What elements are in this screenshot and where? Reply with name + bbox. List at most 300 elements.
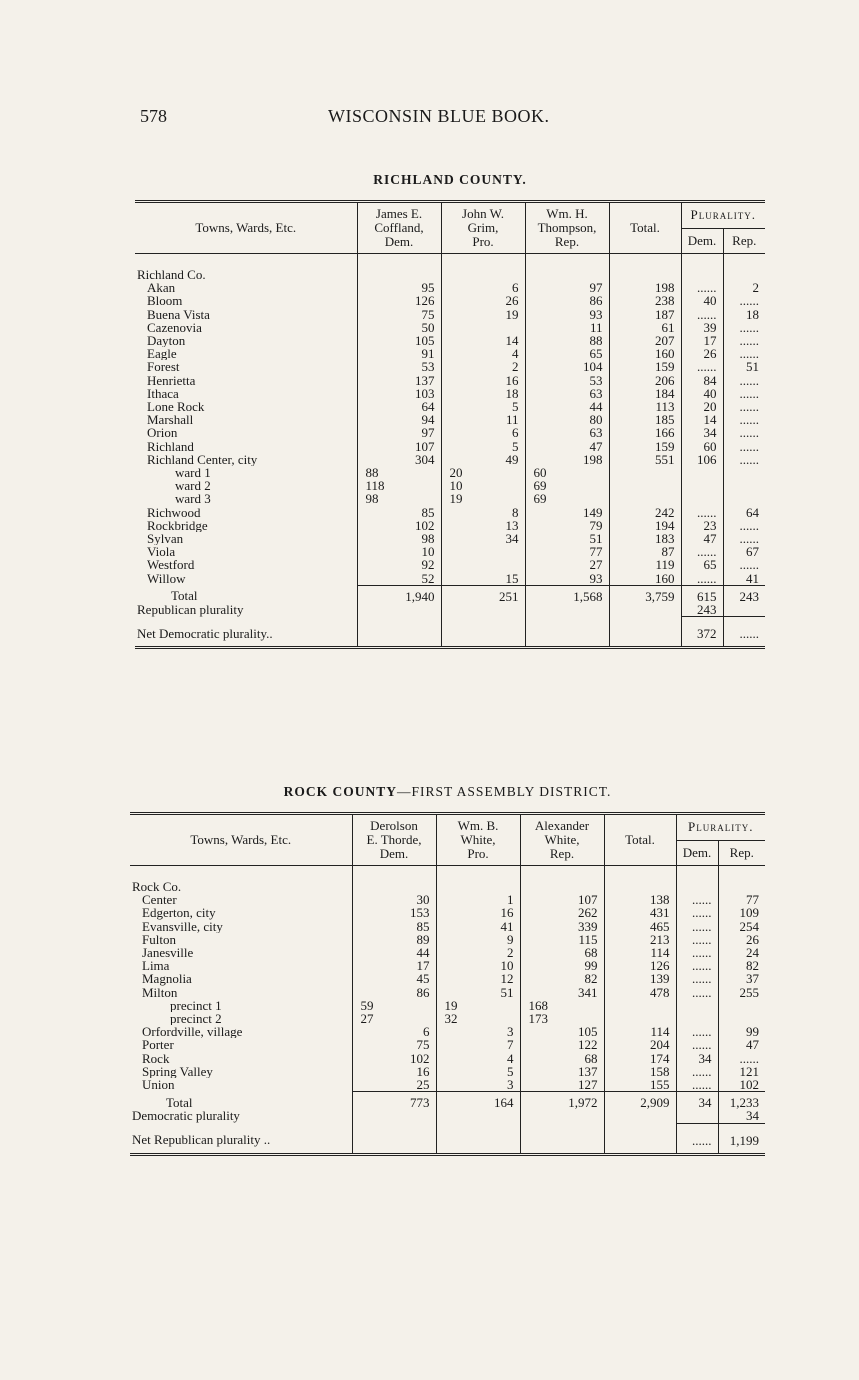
value-rep: 254	[718, 920, 765, 933]
value-c1: 16	[352, 1065, 436, 1078]
row-label: Magnolia	[142, 972, 192, 986]
value-total: 204	[604, 1038, 676, 1051]
candidate-header	[357, 202, 441, 254]
empty-cell	[357, 254, 441, 282]
value-dem: ......	[676, 933, 718, 946]
empty-cell	[436, 866, 520, 894]
value-rep: ......	[723, 387, 765, 400]
value-total: 3,759	[609, 585, 681, 603]
sub-row	[135, 492, 765, 505]
value-total	[609, 603, 681, 617]
value-rep: ......	[723, 347, 765, 360]
candidate-header-line: Thompson,	[537, 220, 597, 235]
value-c3: 173	[520, 1012, 604, 1025]
value-total: 114	[604, 946, 676, 959]
rep-header: Rep.	[718, 840, 765, 865]
value-dem: 60	[681, 440, 723, 453]
value-total: 160	[609, 572, 681, 586]
value-c3: 47	[525, 440, 609, 453]
value-c3: 82	[520, 972, 604, 985]
value-c3: 262	[520, 906, 604, 919]
value-rep: ......	[723, 321, 765, 334]
candidate-header	[352, 814, 436, 866]
row-label: Rockbridge	[147, 518, 208, 533]
value-c1	[352, 1123, 436, 1154]
rock-title-bold: ROCK COUNTY	[283, 784, 398, 799]
value-dem: 40	[681, 294, 723, 307]
value-c3	[520, 1123, 604, 1154]
value-total: 138	[604, 893, 676, 906]
value-total: 113	[609, 400, 681, 413]
value-c3: 341	[520, 986, 604, 999]
value-total: 551	[609, 453, 681, 466]
value-total: 160	[609, 347, 681, 360]
value-c2	[436, 1123, 520, 1154]
value-total: 207	[609, 334, 681, 347]
value-c2: 8	[441, 506, 525, 519]
table-row	[135, 519, 765, 532]
sub-row	[130, 1012, 765, 1025]
value-c1: 304	[357, 453, 441, 466]
row-label: Milton	[142, 985, 178, 999]
candidate-header-line: Wm. B.	[457, 818, 499, 833]
value-rep: 243	[723, 585, 765, 603]
value-rep: 41	[723, 572, 765, 586]
value-c1: 10	[357, 545, 441, 558]
value-c2: 4	[441, 347, 525, 360]
row-label: Lone Rock	[147, 400, 205, 414]
table-row	[135, 360, 765, 373]
value-total	[609, 479, 681, 492]
value-dem	[676, 1012, 718, 1025]
page-header	[140, 106, 765, 132]
value-rep	[723, 603, 765, 617]
row-label: Akan	[147, 281, 176, 295]
candidate-header-line: E. Thorde,	[366, 832, 422, 847]
empty-cell	[676, 866, 718, 894]
value-c3: 69	[525, 479, 609, 492]
row-label: Viola	[147, 545, 176, 559]
row-label: Buena Vista	[147, 307, 210, 321]
table-row	[130, 1065, 765, 1078]
value-dem: ......	[676, 1025, 718, 1038]
value-c3: 107	[520, 893, 604, 906]
empty-cell	[441, 254, 525, 282]
value-rep: ......	[723, 334, 765, 347]
value-c1: 153	[352, 906, 436, 919]
value-c1: 17	[352, 959, 436, 972]
value-dem: ......	[676, 972, 718, 985]
value-dem: ......	[676, 920, 718, 933]
value-c1: 102	[357, 519, 441, 532]
table-row	[130, 986, 765, 999]
value-rep: ......	[723, 532, 765, 545]
value-c2	[441, 617, 525, 648]
candidate-header	[520, 814, 604, 866]
value-c1: 6	[352, 1025, 436, 1038]
value-c1: 1,940	[357, 585, 441, 603]
value-c1: 107	[357, 440, 441, 453]
value-dem: ......	[676, 1038, 718, 1051]
value-c2: 19	[441, 308, 525, 321]
value-rep: ......	[723, 558, 765, 571]
row-label: Evansville, city	[142, 919, 223, 933]
total-header: Total.	[604, 814, 676, 866]
value-c2: 34	[441, 532, 525, 545]
row-label: Richland	[147, 439, 194, 453]
value-dem: 23	[681, 519, 723, 532]
row-label: Eagle	[147, 347, 177, 361]
value-c2: 4	[436, 1052, 520, 1065]
value-rep: 37	[718, 972, 765, 985]
value-c3: 68	[520, 1052, 604, 1065]
sub-row	[130, 999, 765, 1012]
value-dem: ......	[676, 1078, 718, 1092]
value-rep: 51	[723, 360, 765, 373]
value-total: 155	[604, 1078, 676, 1092]
table-row	[135, 294, 765, 307]
value-c1: 95	[357, 281, 441, 294]
value-rep: 121	[718, 1065, 765, 1078]
value-dem: 39	[681, 321, 723, 334]
value-c2: 10	[436, 959, 520, 972]
value-c1: 137	[357, 374, 441, 387]
empty-cell	[609, 254, 681, 282]
candidate-header	[525, 202, 609, 254]
table-row	[135, 387, 765, 400]
row-label: Bloom	[147, 294, 183, 308]
county-label: Rock Co.	[130, 866, 352, 894]
plurality-header: Plurality.	[681, 202, 765, 229]
row-label: Dayton	[147, 334, 186, 348]
towns-header: Towns, Wards, Etc.	[135, 202, 357, 254]
value-dem: ......	[681, 545, 723, 558]
value-total: 213	[604, 933, 676, 946]
value-c1: 52	[357, 572, 441, 586]
value-total: 158	[604, 1065, 676, 1078]
page-number: 578	[140, 106, 167, 126]
value-rep: 77	[718, 893, 765, 906]
value-total: 2,909	[604, 1092, 676, 1110]
value-c1: 86	[352, 986, 436, 999]
value-c2: 13	[441, 519, 525, 532]
value-c3: 68	[520, 946, 604, 959]
value-dem: 84	[681, 374, 723, 387]
value-c2: 10	[441, 479, 525, 492]
empty-cell	[604, 866, 676, 894]
value-total: 198	[609, 281, 681, 294]
rock-results-table	[130, 812, 765, 1156]
value-total	[604, 1109, 676, 1123]
candidate-header-line: Rep.	[549, 846, 575, 861]
value-rep: ......	[723, 617, 765, 648]
value-c2: 16	[441, 374, 525, 387]
row-label: Lima	[142, 959, 170, 973]
value-c2: 18	[441, 387, 525, 400]
value-c3: 63	[525, 426, 609, 439]
row-label: Spring Valley	[142, 1064, 213, 1079]
value-c2: 51	[436, 986, 520, 999]
value-total: 185	[609, 413, 681, 426]
value-dem: 34	[681, 426, 723, 439]
value-c2: 2	[436, 946, 520, 959]
row-label: ward 1	[175, 466, 211, 480]
value-c3: 63	[525, 387, 609, 400]
value-dem: 34	[676, 1092, 718, 1110]
value-c3: 11	[525, 321, 609, 334]
candidate-header-line: Pro.	[467, 846, 489, 861]
richland-title-text: RICHLAND COUNTY.	[373, 172, 527, 187]
value-total: 87	[609, 545, 681, 558]
value-c3	[525, 617, 609, 648]
empty-cell	[723, 254, 765, 282]
value-rep: 26	[718, 933, 765, 946]
value-rep: ......	[723, 413, 765, 426]
value-dem: 40	[681, 387, 723, 400]
row-label: Democratic plurality	[132, 1109, 240, 1124]
row-label: Edgerton, city	[142, 906, 216, 920]
value-total: 465	[604, 920, 676, 933]
row-label: Henrietta	[147, 373, 196, 387]
table-row	[130, 920, 765, 933]
table-row	[135, 558, 765, 571]
row-label: Republican plurality	[137, 603, 244, 617]
value-total	[604, 1012, 676, 1025]
value-dem: ......	[681, 360, 723, 373]
value-c1: 53	[357, 360, 441, 373]
value-total: 206	[609, 374, 681, 387]
value-c3: 99	[520, 959, 604, 972]
table-row	[135, 347, 765, 360]
value-c3: 79	[525, 519, 609, 532]
value-total: 61	[609, 321, 681, 334]
row-label: Center	[142, 893, 177, 907]
value-rep: 18	[723, 308, 765, 321]
plurality-header: Plurality.	[676, 814, 765, 841]
value-c1: 97	[357, 426, 441, 439]
value-dem: 34	[676, 1052, 718, 1065]
value-dem: 65	[681, 558, 723, 571]
value-c3	[520, 1109, 604, 1123]
value-total	[604, 999, 676, 1012]
row-label: Cazenovia	[147, 320, 202, 335]
value-total: 238	[609, 294, 681, 307]
value-c1	[357, 617, 441, 648]
row-label: precinct 1	[170, 998, 222, 1013]
candidate-header-line: John W.	[462, 206, 504, 221]
value-c2: 12	[436, 972, 520, 985]
row-label: Total	[166, 1094, 193, 1110]
value-c3: 93	[525, 572, 609, 586]
value-dem: 17	[681, 334, 723, 347]
row-label: Union	[142, 1078, 175, 1092]
value-total: 431	[604, 906, 676, 919]
value-total	[609, 466, 681, 479]
value-c1: 91	[357, 347, 441, 360]
table-row	[135, 426, 765, 439]
value-rep: ......	[723, 519, 765, 532]
value-rep: 47	[718, 1038, 765, 1051]
value-rep	[718, 1012, 765, 1025]
value-rep: ......	[723, 400, 765, 413]
value-rep: 1,233	[718, 1092, 765, 1110]
row-label: ward 3	[175, 492, 211, 506]
value-c3: 65	[525, 347, 609, 360]
value-total: 187	[609, 308, 681, 321]
row-label: Net Democratic plurality..	[135, 617, 357, 648]
table-row	[130, 1078, 765, 1092]
value-c2: 26	[441, 294, 525, 307]
value-c2: 3	[436, 1078, 520, 1092]
value-rep: 99	[718, 1025, 765, 1038]
candidate-header-line: James E.	[375, 206, 423, 221]
value-c1: 98	[357, 532, 441, 545]
value-c1: 92	[357, 558, 441, 571]
value-total: 242	[609, 506, 681, 519]
value-total: 166	[609, 426, 681, 439]
sub-row	[135, 466, 765, 479]
value-rep	[723, 466, 765, 479]
value-total	[609, 492, 681, 505]
value-rep	[723, 479, 765, 492]
value-c1: 89	[352, 933, 436, 946]
value-rep	[723, 492, 765, 505]
value-dem: ......	[681, 308, 723, 321]
value-c1: 44	[352, 946, 436, 959]
value-c3: 1,568	[525, 585, 609, 603]
value-rep: ......	[723, 440, 765, 453]
value-rep: ......	[723, 294, 765, 307]
dem-header: Dem.	[681, 228, 723, 253]
value-c3: 198	[525, 453, 609, 466]
total-row	[130, 1092, 765, 1110]
value-c3: 44	[525, 400, 609, 413]
richland-results-table	[135, 200, 765, 649]
row-label: Net Republican plurality ..	[130, 1123, 352, 1154]
empty-cell	[520, 866, 604, 894]
value-c3: 27	[525, 558, 609, 571]
rock-title-rest: —FIRST ASSEMBLY DISTRICT.	[397, 784, 612, 799]
value-c2: 2	[441, 360, 525, 373]
value-total	[604, 1123, 676, 1154]
table-row	[135, 440, 765, 453]
table-row	[130, 946, 765, 959]
row-label: Fulton	[142, 932, 176, 947]
empty-cell	[718, 866, 765, 894]
value-dem: ......	[681, 572, 723, 586]
value-total: 183	[609, 532, 681, 545]
rep-header: Rep.	[723, 228, 765, 253]
candidate-header	[441, 202, 525, 254]
value-rep: 34	[718, 1109, 765, 1123]
county-label-row	[135, 254, 765, 282]
value-c2: 32	[436, 1012, 520, 1025]
candidate-header-line: Dem.	[384, 234, 414, 249]
table-row	[135, 321, 765, 334]
value-rep: ......	[723, 426, 765, 439]
row-label: Porter	[142, 1038, 174, 1052]
net-plurality-row	[130, 1123, 765, 1154]
opposing-plurality-row	[135, 603, 765, 617]
value-rep: 82	[718, 959, 765, 972]
value-c2: 5	[441, 440, 525, 453]
table-row	[135, 572, 765, 586]
candidate-header-line: White,	[544, 832, 580, 847]
value-c1: 64	[357, 400, 441, 413]
row-label: Forest	[147, 360, 180, 374]
value-c3: 127	[520, 1078, 604, 1092]
dem-header: Dem.	[676, 840, 718, 865]
value-total: 126	[604, 959, 676, 972]
table-row	[130, 1025, 765, 1038]
value-c3: 88	[525, 334, 609, 347]
value-c1	[357, 603, 441, 617]
value-c3: 60	[525, 466, 609, 479]
value-dem	[676, 999, 718, 1012]
row-label: Marshall	[147, 413, 194, 427]
book-title: WISCONSIN BLUE BOOK.	[328, 106, 550, 126]
candidate-header-line: Pro.	[472, 234, 494, 249]
value-c2: 251	[441, 585, 525, 603]
value-dem: 243	[681, 603, 723, 617]
table-row	[135, 334, 765, 347]
value-c3: 69	[525, 492, 609, 505]
table-row	[135, 400, 765, 413]
value-dem: ......	[676, 1065, 718, 1078]
sub-row	[135, 479, 765, 492]
value-c2: 5	[441, 400, 525, 413]
value-c3: 122	[520, 1038, 604, 1051]
total-row	[135, 585, 765, 603]
value-total: 139	[604, 972, 676, 985]
value-total: 478	[604, 986, 676, 999]
value-c1: 94	[357, 413, 441, 426]
value-rep: 255	[718, 986, 765, 999]
candidate-header-line: Rep.	[554, 234, 580, 249]
table-row	[130, 972, 765, 985]
value-c1: 88	[357, 466, 441, 479]
value-dem: 20	[681, 400, 723, 413]
row-label: Richwood	[147, 505, 201, 519]
value-c2	[441, 603, 525, 617]
value-dem: ......	[676, 959, 718, 972]
value-c1: 105	[357, 334, 441, 347]
value-dem: ......	[676, 893, 718, 906]
value-dem: 615	[681, 585, 723, 603]
value-rep	[718, 999, 765, 1012]
candidate-header-line: Dem.	[379, 846, 409, 861]
value-dem: 47	[681, 532, 723, 545]
value-c3: 51	[525, 532, 609, 545]
county-label: Richland Co.	[135, 254, 357, 282]
value-rep: 24	[718, 946, 765, 959]
value-total: 194	[609, 519, 681, 532]
value-dem: 372	[681, 617, 723, 648]
value-dem: ......	[676, 986, 718, 999]
value-total: 159	[609, 440, 681, 453]
value-rep: ......	[723, 374, 765, 387]
value-c1: 118	[357, 479, 441, 492]
value-total: 159	[609, 360, 681, 373]
value-c1	[352, 1109, 436, 1123]
value-c3: 168	[520, 999, 604, 1012]
value-c1: 98	[357, 492, 441, 505]
value-c3: 77	[525, 545, 609, 558]
row-label: Orfordville, village	[142, 1025, 243, 1039]
row-label: Richland Center, city	[147, 452, 258, 467]
value-total: 184	[609, 387, 681, 400]
empty-cell	[352, 866, 436, 894]
